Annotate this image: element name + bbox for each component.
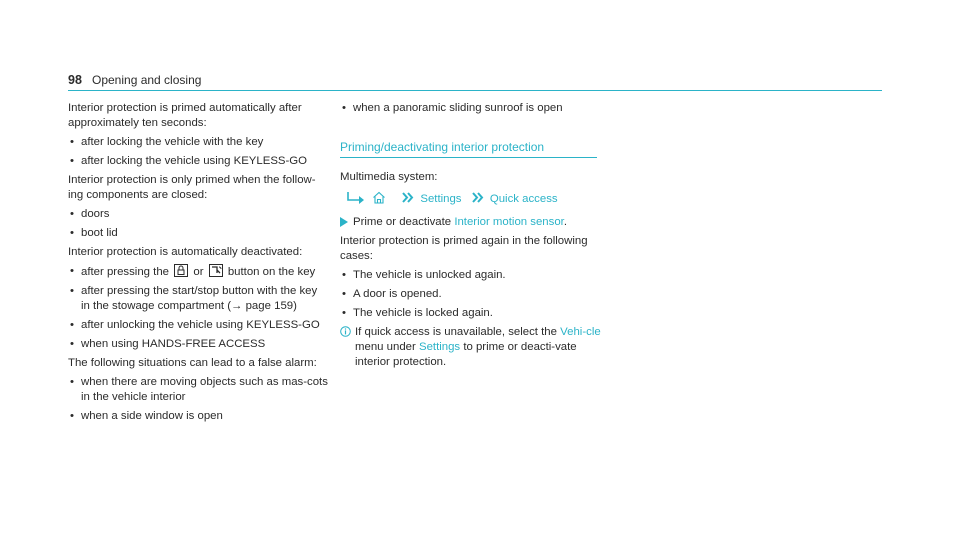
list-item: • A door is opened. <box>340 287 610 302</box>
multimedia-system-label: Multimedia system: <box>340 171 438 183</box>
page-number: 98 <box>68 73 82 87</box>
section-title: Opening and closing <box>92 73 202 87</box>
list-item: • when a side window is open <box>68 409 328 424</box>
header-rule <box>68 90 882 91</box>
list-components <box>68 207 328 241</box>
arrow-right-icon <box>340 217 348 227</box>
settings-link[interactable]: Settings <box>418 341 461 353</box>
instruction-step: Prime or deactivate Interior motion sensor. <box>340 215 610 230</box>
section-heading: Priming/deactivating interior protection <box>340 140 597 158</box>
list-false-alarm-continued <box>340 101 610 116</box>
list-false-alarm <box>68 375 328 424</box>
paragraph-cases: Interior protection is primed again in the following cases: <box>340 235 588 262</box>
list-item: • The vehicle is unlocked again. <box>340 268 610 283</box>
menu-quick-access[interactable]: Quick access <box>489 193 558 205</box>
paragraph-deactivated: Interior protection is automatically deactivated: <box>68 246 303 258</box>
tow-away-button-icon <box>209 264 223 277</box>
paragraph-primed: Interior protection is primed automatically after approximately ten seconds: <box>68 102 302 129</box>
menu-path <box>340 191 610 207</box>
interior-motion-sensor-link[interactable]: Interior motion sensor <box>454 216 564 228</box>
info-note: If quick access is unavailable, select the Vehi-cle menu under Settings to prime or deacti-vate interior protection. <box>340 325 610 370</box>
list-item: • after pressing the or button on the key <box>68 264 328 280</box>
list-item: • after locking the vehicle with the key <box>68 135 328 150</box>
list-item: • after pressing the start/stop button with the key in the stowage compartment (→ page 159) <box>68 284 328 314</box>
info-icon <box>340 326 351 337</box>
right-column <box>340 101 610 370</box>
lock-button-icon <box>174 264 188 277</box>
list-item: • when a panoramic sliding sunroof is open <box>340 101 610 116</box>
list-item: • The vehicle is locked again. <box>340 306 610 321</box>
list-item: • after locking the vehicle using KEYLESS-GO <box>68 154 328 169</box>
double-chevron-icon <box>471 191 485 204</box>
list-cases <box>340 268 610 321</box>
list-deactivated <box>68 264 328 352</box>
list-item: • when using HANDS-FREE ACCESS <box>68 337 328 352</box>
path-start-icon <box>346 191 368 206</box>
vehicle-menu-link[interactable]: Vehi-cle <box>560 326 601 338</box>
home-icon[interactable] <box>372 191 386 204</box>
list-primed <box>68 135 328 169</box>
double-chevron-icon <box>401 191 415 204</box>
list-item: • doors <box>68 207 328 222</box>
paragraph-components: Interior protection is only primed when the follow-ing components are closed: <box>68 174 316 201</box>
menu-settings[interactable]: Settings <box>420 193 462 205</box>
left-column <box>68 101 328 428</box>
list-item: • boot lid <box>68 226 328 241</box>
paragraph-false-alarm: The following situations can lead to a false alarm: <box>68 357 317 369</box>
list-item: • after unlocking the vehicle using KEYLESS-GO <box>68 318 328 333</box>
list-item: • when there are moving objects such as mas-cots in the vehicle interior <box>68 375 328 405</box>
